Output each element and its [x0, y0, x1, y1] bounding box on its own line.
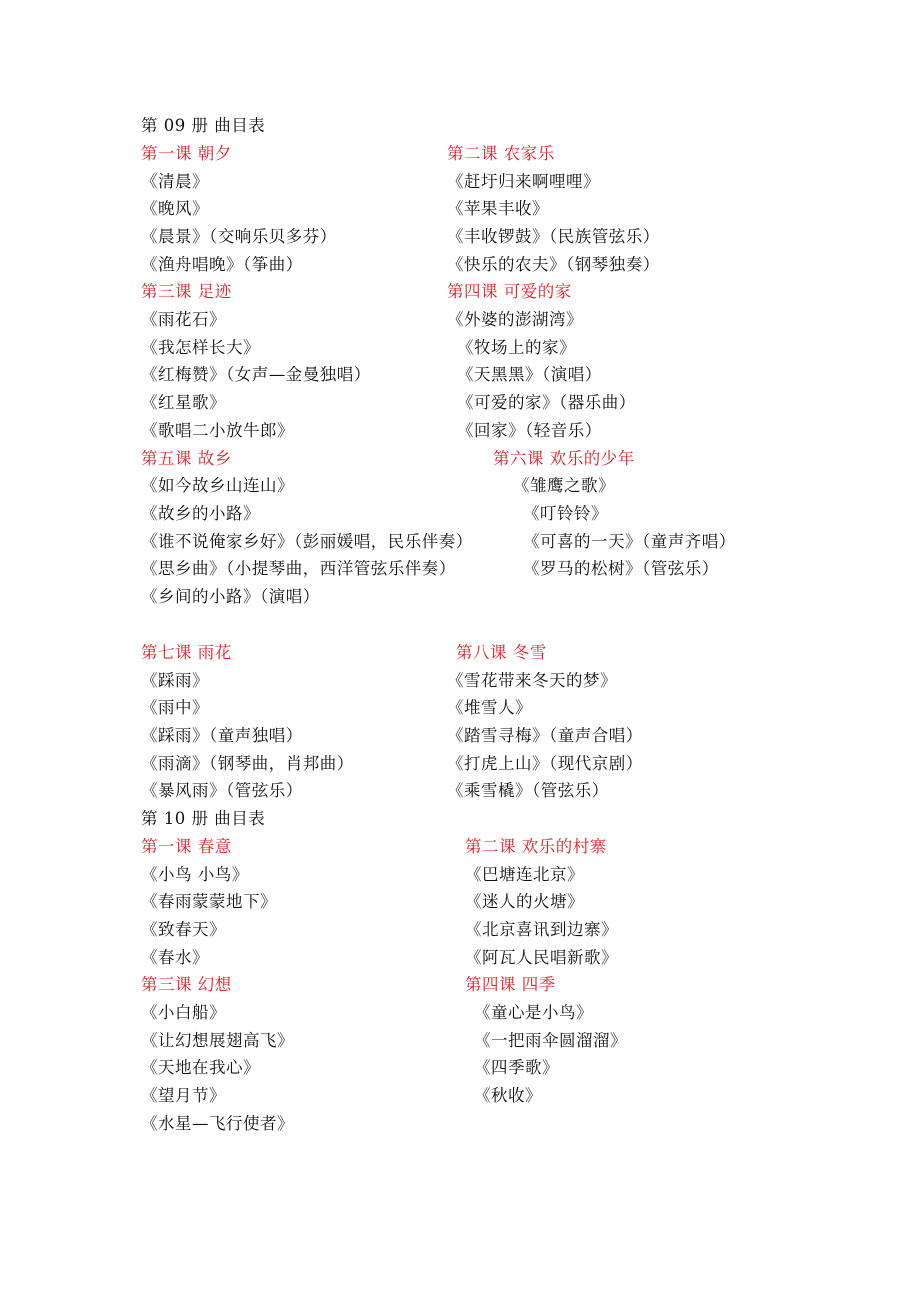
- list-item: 《赶圩归来啊哩哩》: [447, 172, 600, 191]
- list-item: 《春雨蒙蒙地下》: [141, 892, 277, 911]
- list-item: 《乡间的小路》（演唱）: [141, 587, 320, 606]
- list-item: 《四季歌》: [474, 1058, 559, 1077]
- list-item: 《快乐的农夫》（钢琴独奏）: [447, 255, 660, 274]
- list-item: 《一把雨伞圆溜溜》: [474, 1031, 627, 1050]
- list-item: 《童心是小鸟》: [474, 1003, 593, 1022]
- list-item: 《北京喜讯到边寨》: [465, 920, 618, 939]
- list-item: 《巴塘连北京》: [465, 865, 584, 884]
- list-item: 《红星歌》: [141, 393, 226, 412]
- lesson-heading: 第七课 雨花: [141, 643, 232, 662]
- list-item: 《苹果丰收》: [447, 199, 549, 218]
- list-item: 《秋收》: [474, 1086, 542, 1105]
- list-item: 《春水》: [141, 948, 209, 967]
- list-item: 《望月节》: [141, 1086, 226, 1105]
- lesson-heading: 第四课 可爱的家: [447, 282, 572, 301]
- list-item: 《雨中》: [141, 698, 209, 717]
- list-item: 《小白船》: [141, 1003, 226, 1022]
- list-item: 《暴风雨》（管弦乐）: [141, 781, 303, 800]
- list-item: 《牧场上的家》: [457, 338, 576, 357]
- list-item: 《雨花石》: [141, 310, 226, 329]
- list-item: 《回家》（轻音乐）: [457, 421, 602, 440]
- list-item: 《渔舟唱晚》（筝曲）: [141, 255, 303, 274]
- lesson-heading: 第二课 欢乐的村寨: [465, 837, 607, 856]
- list-item: 《天地在我心》: [141, 1058, 260, 1077]
- volume-10-title: 第 10 册 曲目表: [141, 809, 266, 828]
- list-item: 《歌唱二小放牛郎》: [141, 421, 294, 440]
- lesson-heading: 第五课 故乡: [141, 449, 232, 468]
- lesson-heading: 第四课 四季: [465, 975, 556, 994]
- lesson-heading: 第三课 幻想: [141, 975, 232, 994]
- list-item: 《小鸟 小鸟》: [141, 865, 249, 884]
- list-item: 《雪花带来冬天的梦》: [447, 671, 617, 690]
- list-item: 《雨滴》（钢琴曲，肖邦曲）: [141, 754, 354, 773]
- lesson-heading: 第三课 足迹: [141, 282, 232, 301]
- list-item: 《丰收锣鼓》（民族管弦乐）: [447, 227, 660, 246]
- list-item: 《致春天》: [141, 920, 226, 939]
- list-item: 《叮铃铃》: [523, 504, 608, 523]
- list-item: 《阿瓦人民唱新歌》: [465, 948, 618, 967]
- list-item: 《外婆的澎湖湾》: [447, 310, 583, 329]
- list-item: 《可爱的家》（器乐曲）: [457, 393, 636, 412]
- list-item: 《让幻想展翅高飞》: [141, 1031, 294, 1050]
- list-item: 《可喜的一天》（童声齐唱）: [523, 532, 736, 551]
- list-item: 《水星—飞行使者》: [141, 1114, 294, 1133]
- list-item: 《打虎上山》（现代京剧）: [447, 754, 643, 773]
- lesson-heading: 第六课 欢乐的少年: [493, 449, 635, 468]
- list-item: 《乘雪橇》（管弦乐）: [447, 781, 609, 800]
- list-item: 《堆雪人》: [447, 698, 532, 717]
- list-item: 《红梅赞》（女声—金曼独唱）: [141, 365, 371, 384]
- list-item: 《如今故乡山连山》: [141, 476, 294, 495]
- list-item: 《踏雪寻梅》（童声合唱）: [447, 726, 643, 745]
- lesson-heading: 第一课 春意: [141, 837, 232, 856]
- lesson-heading: 第一课 朝夕: [141, 144, 232, 163]
- list-item: 《踩雨》（童声独唱）: [141, 726, 303, 745]
- list-item: 《迷人的火塘》: [465, 892, 584, 911]
- list-item: 《我怎样长大》: [141, 338, 260, 357]
- list-item: 《故乡的小路》: [141, 504, 260, 523]
- list-item: 《清晨》: [141, 172, 209, 191]
- list-item: 《谁不说俺家乡好》（彭丽媛唱，民乐伴奏）: [141, 532, 473, 551]
- list-item: 《雏鹰之歌》: [513, 476, 615, 495]
- list-item: 《晨景》（交响乐贝多芬）: [141, 227, 337, 246]
- lesson-heading: 第八课 冬雪: [456, 643, 547, 662]
- list-item: 《罗马的松树》（管弦乐）: [523, 559, 719, 578]
- list-item: 《晚风》: [141, 199, 209, 218]
- list-item: 《踩雨》: [141, 671, 209, 690]
- list-item: 《天黑黑》（演唱）: [457, 365, 602, 384]
- list-item: 《思乡曲》（小提琴曲，西洋管弦乐伴奏）: [141, 559, 456, 578]
- volume-09-title: 第 09 册 曲目表: [141, 116, 266, 135]
- lesson-heading: 第二课 农家乐: [447, 144, 555, 163]
